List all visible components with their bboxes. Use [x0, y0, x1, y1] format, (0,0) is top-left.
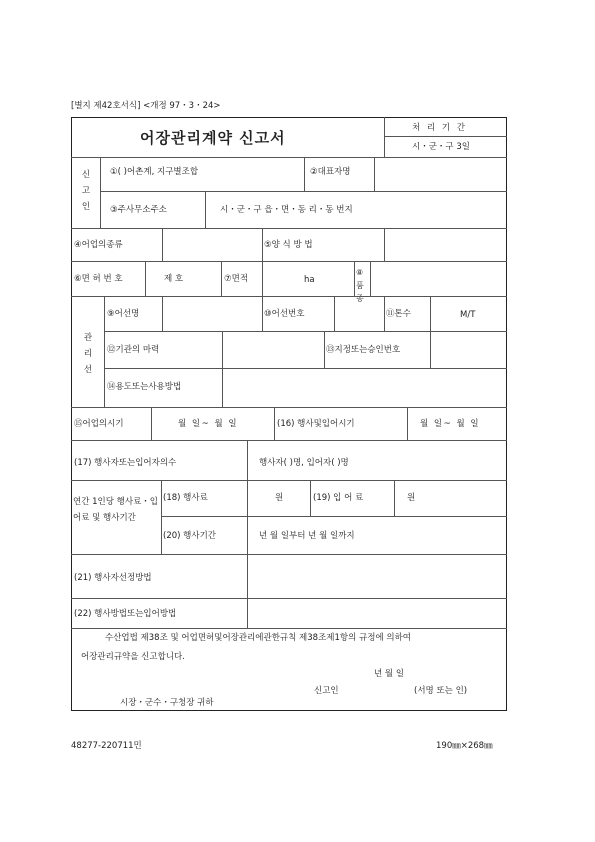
divider: [430, 296, 431, 331]
divider: [161, 516, 507, 517]
license-number-label: ⑥면 허 번 호: [74, 274, 123, 284]
processing-label: 처 리 기 간: [412, 123, 467, 133]
participants-label: (17) 행사자또는입어자의수: [74, 458, 177, 468]
divider: [71, 628, 507, 629]
area-label: ⑦면적: [224, 274, 249, 284]
divider: [384, 117, 385, 157]
divider: [104, 296, 105, 407]
organization-field[interactable]: ①( )어촌계, 지구별조합: [110, 167, 199, 177]
divider: [71, 261, 507, 262]
divider: [274, 407, 275, 440]
divider: [394, 480, 395, 516]
engine-power-label: ⑫기관의 마력: [107, 345, 160, 355]
divider: [374, 157, 375, 191]
vessel-number-label: ⑩어선번호: [264, 309, 305, 319]
divider: [71, 554, 507, 555]
term-label: (20) 행사기간: [163, 531, 216, 541]
divider: [262, 261, 263, 296]
divider: [104, 331, 507, 332]
divider: [71, 407, 507, 408]
harvest-period-field[interactable]: 월 일~ 월 일: [420, 419, 481, 429]
usage-fee-unit: 원: [275, 493, 284, 503]
divider: [162, 296, 163, 331]
divider: [100, 191, 507, 192]
vessel-section-label: 관리선: [83, 333, 93, 375]
representative-label: ②대표자명: [310, 167, 351, 177]
culture-method-label: ⑤양 식 방 법: [264, 240, 313, 250]
tonnage-unit: M/T: [460, 310, 476, 320]
date-field[interactable]: 년 월 일: [374, 669, 405, 679]
license-number-field[interactable]: 제 호: [164, 274, 184, 284]
usage-fee-label: (18) 행사료: [163, 493, 208, 503]
term-field[interactable]: 년 월 일부터 년 월 일까지: [259, 531, 355, 541]
divider: [71, 157, 507, 158]
divider: [247, 480, 248, 516]
divider: [384, 136, 507, 137]
processing-period: 시・군・구 3일: [412, 142, 470, 152]
form-code: 48277-220711민: [71, 741, 142, 751]
paper-size: 190㎜×268㎜: [436, 741, 493, 751]
divider: [71, 228, 507, 229]
divider: [384, 228, 385, 261]
selection-method-label: (21) 행사자선정방법: [74, 573, 152, 583]
divider: [145, 261, 146, 296]
harvest-period-label: (16) 행사및입어시기: [277, 419, 355, 429]
approval-number-label: ⑬지정또는승인번호: [326, 345, 401, 355]
divider: [262, 296, 263, 331]
divider: [247, 440, 248, 480]
divider: [407, 407, 408, 440]
divider: [104, 368, 507, 369]
addressee: 시장・군수・구청장 귀하: [120, 698, 214, 708]
usage-method-label: (22) 행사방법또는입어방법: [74, 609, 177, 619]
divider: [304, 157, 305, 191]
divider: [205, 191, 206, 228]
divider: [71, 480, 507, 481]
area-unit: ha: [304, 275, 315, 285]
species-label: ⑧품종: [356, 268, 364, 303]
entry-fee-unit: 원: [407, 493, 416, 503]
divider: [334, 296, 335, 331]
tonnage-label: ⑪톤수: [386, 309, 411, 319]
divider: [221, 261, 222, 296]
participants-field[interactable]: 행사자( )명, 입어자( )명: [259, 458, 349, 468]
divider: [247, 516, 248, 554]
divider: [71, 440, 507, 441]
divider: [262, 228, 263, 261]
fishing-period-label: ⑮어업의시기: [74, 419, 124, 429]
divider: [247, 554, 248, 598]
divider: [161, 480, 162, 554]
address-label: ③주사무소주소: [110, 205, 167, 215]
form-title: 어장관리계약 신고서: [140, 129, 286, 147]
divider: [222, 368, 223, 407]
divider: [162, 228, 163, 261]
divider: [151, 407, 152, 440]
fishery-type-label: ④어업의종류: [74, 240, 123, 250]
divider: [370, 261, 371, 296]
vessel-name-label: ⑨어선명: [107, 309, 140, 319]
reporter-section-label: 신고인: [81, 170, 91, 212]
divider: [310, 480, 311, 516]
statement-line2: 어장관리규약을 신고합니다.: [81, 652, 185, 662]
divider: [384, 296, 385, 331]
divider: [71, 598, 507, 599]
divider: [71, 296, 507, 297]
divider: [430, 331, 431, 368]
address-format[interactable]: 시・군・구 읍・면・동 리・동 번지: [220, 205, 353, 215]
usage-label: ⑭용도또는사용방법: [107, 382, 182, 392]
divider: [222, 331, 223, 368]
entry-fee-label: (19) 입 어 료: [313, 493, 364, 503]
divider: [354, 261, 355, 296]
form-number: [별지 제42호서식] <개정 97・3・24>: [71, 101, 221, 111]
divider: [324, 331, 325, 368]
fishing-period-field[interactable]: 월 일~ 월 일: [178, 419, 239, 429]
statement-line1: 수산업법 제38조 및 어업면허및어장관리에관한규칙 제38조제1항의 규정에 의하여: [105, 633, 412, 643]
annual-fee-label: 연간 1인당 행사료・입어료 및 행사기간: [73, 497, 159, 523]
divider: [247, 598, 248, 628]
signature-field[interactable]: (서명 또는 인): [414, 686, 468, 696]
signer-label: 신고인: [314, 686, 339, 696]
divider: [100, 157, 101, 228]
